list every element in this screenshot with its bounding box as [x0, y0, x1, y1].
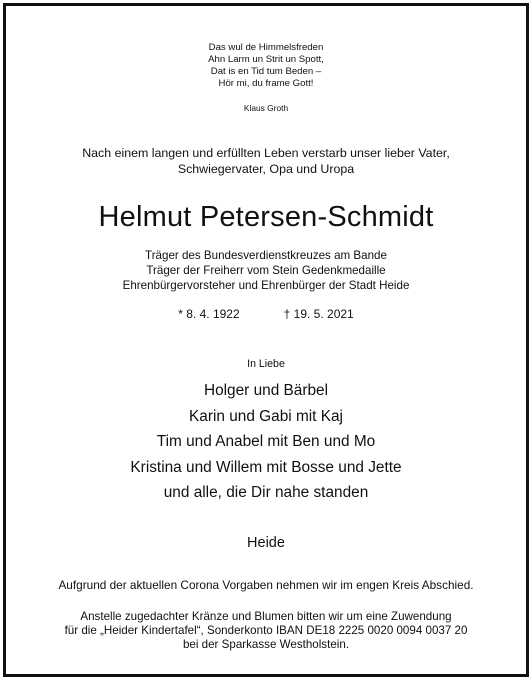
honor-line: Ehrenbürgervorsteher und Ehrenbürger der Stadt Heide: [122, 279, 410, 292]
deceased-name: Helmut Petersen-Schmidt: [98, 201, 434, 233]
intro-line: Schwiegervater, Opa und Uropa: [177, 162, 355, 176]
mourner-line: und alle, die Dir nahe standen: [163, 484, 369, 501]
birth-date: * 8. 4. 1922: [178, 307, 240, 321]
mourner-line: Tim und Anabel mit Ben und Mo: [156, 433, 376, 450]
poem-line: Das wul de Himmelsfreden: [208, 42, 324, 53]
donation-line: für die „Heider Kindertafel“, Sonderkonto IBAN DE18 2225 0020 0094 0037 20: [64, 624, 468, 637]
poem-author: Klaus Groth: [243, 103, 289, 113]
place-name: Heide: [247, 535, 285, 551]
mourners-heading: In Liebe: [247, 358, 285, 370]
corona-notice: Aufgrund der aktuellen Corona Vorgaben nehmen wir im engen Kreis Abschied.: [58, 578, 474, 592]
honors: [6, 248, 526, 293]
obituary-frame: [3, 3, 529, 677]
poem-line: Ahn Larm un Strit un Spott,: [208, 54, 324, 65]
donation-notice: [6, 610, 526, 652]
donation-line: bei der Sparkasse Westholstein.: [182, 638, 350, 651]
donation-line: Anstelle zugedachter Kränze und Blumen bitten wir um eine Zuwendung: [80, 610, 452, 623]
life-dates: [6, 307, 526, 321]
poem-line: Hör mi, du frame Gott!: [218, 78, 314, 89]
poem-line: Dat is en Tid tum Beden –: [210, 66, 322, 77]
death-date: † 19. 5. 2021: [283, 307, 354, 321]
intro-text: [6, 145, 526, 177]
mourner-line: Kristina und Willem mit Bosse und Jette: [130, 458, 402, 476]
mourners-list: [6, 378, 526, 506]
honor-line: Träger des Bundesverdienstkreuzes am Bande: [145, 249, 387, 262]
intro-line: Nach einem langen und erfüllten Leben verstarb unser lieber Vater,: [82, 146, 450, 160]
poem: [6, 42, 526, 90]
mourner-line: Karin und Gabi mit Kaj: [189, 407, 343, 425]
mourner-line: Holger und Bärbel: [203, 382, 329, 399]
honor-line: Träger der Freiherr vom Stein Gedenkmedaille: [146, 264, 386, 277]
